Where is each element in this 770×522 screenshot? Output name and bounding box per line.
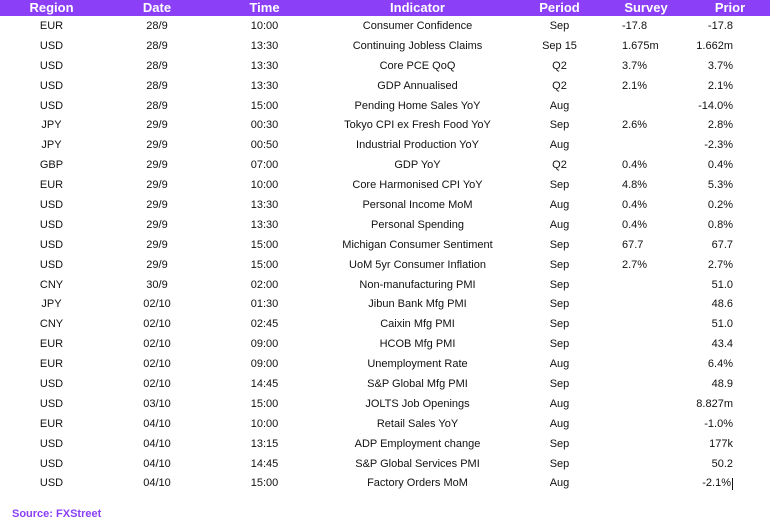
cell-time: 15:00: [250, 397, 279, 410]
cell-date: 02/10: [143, 318, 171, 331]
cell-region: USD: [39, 218, 64, 231]
cell-time: 00:50: [250, 139, 279, 152]
cell-date: 03/10: [143, 397, 171, 410]
cell-date: 29/9: [146, 139, 168, 152]
table-row: [0, 36, 770, 56]
cell-survey: [602, 314, 690, 334]
table-row: [0, 235, 770, 255]
cell-survey: 2.7%: [622, 258, 648, 271]
cell-indicator: GDP YoY: [394, 159, 441, 172]
cell-survey: [602, 374, 690, 394]
cell-period: Sep 15: [542, 39, 577, 52]
table-row: [0, 96, 770, 116]
cell-date: 04/10: [143, 477, 171, 490]
cell-survey: 2.6%: [622, 119, 648, 132]
cell-time: 07:00: [250, 159, 279, 172]
cell-survey: 2.1%: [622, 79, 648, 92]
cell-period: Sep: [549, 377, 570, 390]
cell-indicator: Unemployment Rate: [367, 358, 468, 371]
cell-period: Sep: [549, 119, 570, 132]
cell-survey: [602, 434, 690, 454]
header-row: [0, 0, 770, 16]
cell-survey: [602, 473, 690, 493]
cell-prior: -14.0%: [698, 99, 733, 112]
cell-indicator: Non-manufacturing PMI: [359, 278, 476, 291]
cell-region: EUR: [39, 179, 64, 192]
cell-region: USD: [39, 59, 64, 72]
cell-period: Sep: [549, 298, 570, 311]
cell-prior: 2.1%: [707, 79, 733, 92]
cell-survey: [602, 334, 690, 354]
cell-region: CNY: [39, 278, 64, 291]
cell-indicator: S&P Global Services PMI: [355, 457, 480, 470]
cell-region: EUR: [39, 338, 64, 351]
cell-period: Aug: [549, 397, 570, 410]
cell-time: 13:15: [250, 437, 279, 450]
cell-prior: 6.4%: [707, 358, 733, 371]
cell-region: JPY: [41, 298, 62, 311]
cell-time: 13:30: [250, 218, 279, 231]
cell-prior: 2.7%: [707, 258, 733, 271]
cell-survey: 3.7%: [622, 59, 648, 72]
cell-indicator: JOLTS Job Openings: [365, 397, 470, 410]
cell-period: Aug: [549, 358, 570, 371]
table-row: [0, 454, 770, 474]
cell-period: Aug: [549, 218, 570, 231]
cell-prior: -2.3%: [704, 139, 733, 152]
cell-indicator: Personal Spending: [371, 218, 464, 231]
cell-date: 30/9: [146, 278, 168, 291]
cell-region: USD: [39, 99, 64, 112]
cell-period: Aug: [549, 139, 570, 152]
cell-time: 10:00: [250, 179, 279, 192]
table-row: [0, 195, 770, 215]
cell-region: USD: [39, 477, 64, 490]
table-row: [0, 255, 770, 275]
cell-survey: 0.4%: [622, 218, 648, 231]
cell-survey: [602, 135, 690, 155]
cell-date: 29/9: [146, 179, 168, 192]
table-row: [0, 394, 770, 414]
cell-period: Sep: [549, 238, 570, 251]
cell-period: Sep: [549, 179, 570, 192]
cell-region: JPY: [41, 119, 62, 132]
cell-indicator: Jibun Bank Mfg PMI: [368, 298, 467, 311]
cell-prior: 48.9: [711, 377, 733, 390]
cell-date: 04/10: [143, 457, 171, 470]
cell-indicator: GDP Annualised: [377, 79, 458, 92]
cell-time: 13:30: [250, 59, 279, 72]
cell-time: 10:00: [250, 417, 279, 430]
cell-region: USD: [39, 457, 64, 470]
table-row: [0, 334, 770, 354]
cell-prior: 3.7%: [707, 59, 733, 72]
table-row: [0, 473, 770, 493]
cell-survey: 4.8%: [622, 179, 648, 192]
table-row: [0, 294, 770, 314]
cell-prior: 5.3%: [707, 179, 733, 192]
table-body: [0, 16, 770, 493]
table-row: [0, 275, 770, 295]
table-row: [0, 434, 770, 454]
cell-survey: [602, 354, 690, 374]
cell-period: Sep: [549, 457, 570, 470]
table-row: [0, 115, 770, 135]
table-row: [0, 76, 770, 96]
cell-date: 29/9: [146, 238, 168, 251]
cell-time: 09:00: [250, 358, 279, 371]
source-credit: Source: FXStreet: [12, 508, 102, 520]
cell-period: Q2: [552, 59, 567, 72]
cell-prior: 0.4%: [707, 159, 733, 172]
cell-prior: 2.8%: [707, 119, 733, 132]
table-row: [0, 354, 770, 374]
header-prior: Prior: [714, 0, 746, 15]
cell-prior: 1.662m: [696, 39, 733, 52]
cell-period: Sep: [549, 318, 570, 331]
header-date: Date: [142, 0, 172, 15]
cell-prior: 0.8%: [707, 218, 733, 231]
cell-indicator: Personal Income MoM: [362, 198, 473, 211]
cell-indicator: ADP Employment change: [354, 437, 481, 450]
header-time: Time: [249, 0, 280, 15]
cell-period: Sep: [549, 258, 570, 271]
cell-time: 00:30: [250, 119, 279, 132]
cell-period: Q2: [552, 79, 567, 92]
cell-period: Q2: [552, 159, 567, 172]
cell-prior: 8.827m: [696, 397, 733, 410]
table-header: [0, 0, 770, 16]
cell-period: Aug: [549, 477, 570, 490]
cell-date: 29/9: [146, 218, 168, 231]
cell-date: 28/9: [146, 59, 168, 72]
cell-survey: [602, 454, 690, 474]
cell-time: 14:45: [250, 377, 279, 390]
table-row: [0, 135, 770, 155]
header-indicator: Indicator: [390, 0, 445, 15]
cell-survey: -17.8: [622, 19, 648, 32]
text-cursor: [732, 478, 733, 490]
cell-region: USD: [39, 437, 64, 450]
cell-indicator: Core PCE QoQ: [379, 59, 456, 72]
cell-time: 13:30: [250, 198, 279, 211]
cell-survey: 0.4%: [622, 198, 648, 211]
cell-survey: [602, 394, 690, 414]
cell-survey: [602, 96, 690, 116]
table-row: [0, 374, 770, 394]
header-region: Region: [29, 0, 74, 15]
cell-prior: 43.4: [711, 338, 733, 351]
cell-indicator: HCOB Mfg PMI: [379, 338, 456, 351]
cell-indicator: UoM 5yr Consumer Inflation: [349, 258, 486, 271]
cell-time: 13:30: [250, 39, 279, 52]
cell-time: 15:00: [250, 238, 279, 251]
cell-prior: -17.8: [707, 19, 733, 32]
cell-prior: 51.0: [711, 278, 733, 291]
cell-date: 02/10: [143, 338, 171, 351]
header-period: Period: [539, 0, 580, 15]
cell-date: 28/9: [146, 99, 168, 112]
header-survey: Survey: [624, 0, 668, 15]
cell-indicator: Pending Home Sales YoY: [354, 99, 481, 112]
cell-region: JPY: [41, 139, 62, 152]
cell-indicator: Caixin Mfg PMI: [380, 318, 455, 331]
cell-indicator: Michigan Consumer Sentiment: [342, 238, 493, 251]
cell-prior: 51.0: [711, 318, 733, 331]
cell-date: 29/9: [146, 119, 168, 132]
cell-region: USD: [39, 79, 64, 92]
cell-region: USD: [39, 198, 64, 211]
cell-survey: [602, 294, 690, 314]
cell-region: USD: [39, 39, 64, 52]
cell-indicator: Factory Orders MoM: [367, 477, 468, 490]
table-row: [0, 314, 770, 334]
table-row: [0, 56, 770, 76]
cell-survey: [602, 275, 690, 295]
table-row: [0, 414, 770, 434]
cell-prior: 48.6: [711, 298, 733, 311]
cell-prior: 177k: [709, 437, 733, 450]
cell-region: USD: [39, 258, 64, 271]
table-row: [0, 175, 770, 195]
cell-period: Sep: [549, 19, 570, 32]
cell-date: 29/9: [146, 198, 168, 211]
cell-prior: 0.2%: [707, 198, 733, 211]
cell-survey: [602, 414, 690, 434]
cell-date: 04/10: [143, 437, 171, 450]
cell-period: Sep: [549, 338, 570, 351]
cell-period: Aug: [549, 417, 570, 430]
cell-indicator: Tokyo CPI ex Fresh Food YoY: [344, 119, 491, 132]
cell-survey: 67.7: [622, 238, 644, 251]
cell-region: EUR: [39, 417, 64, 430]
cell-date: 28/9: [146, 39, 168, 52]
cell-date: 02/10: [143, 377, 171, 390]
cell-time: 01:30: [250, 298, 279, 311]
cell-date: 28/9: [146, 79, 168, 92]
cell-time: 15:00: [250, 477, 279, 490]
cell-period: Sep: [549, 437, 570, 450]
cell-date: 29/9: [146, 258, 168, 271]
cell-period: Sep: [549, 278, 570, 291]
cell-time: 13:30: [250, 79, 279, 92]
cell-time: 02:45: [250, 318, 279, 331]
cell-time: 09:00: [250, 338, 279, 351]
table-row: [0, 16, 770, 36]
cell-indicator: Consumer Confidence: [362, 19, 473, 32]
cell-region: USD: [39, 377, 64, 390]
cell-prior: -1.0%: [704, 417, 733, 430]
cell-region: GBP: [39, 159, 64, 172]
cell-date: 04/10: [143, 417, 171, 430]
table-row: [0, 215, 770, 235]
cell-region: EUR: [39, 19, 64, 32]
cell-prior: -2.1%: [702, 477, 731, 490]
cell-date: 28/9: [146, 19, 168, 32]
cell-indicator: Core Harmonised CPI YoY: [352, 179, 483, 192]
cell-region: CNY: [39, 318, 64, 331]
cell-time: 15:00: [250, 99, 279, 112]
table-row: [0, 155, 770, 175]
cell-date: 02/10: [143, 358, 171, 371]
cell-survey: 0.4%: [622, 159, 648, 172]
cell-period: Aug: [549, 198, 570, 211]
cell-region: USD: [39, 397, 64, 410]
cell-region: EUR: [39, 358, 64, 371]
cell-date: 02/10: [143, 298, 171, 311]
cell-indicator: Continuing Jobless Claims: [352, 39, 483, 52]
cell-prior: 67.7: [711, 238, 733, 251]
cell-time: 14:45: [250, 457, 279, 470]
cell-survey: 1.675m: [622, 39, 659, 52]
cell-time: 10:00: [250, 19, 279, 32]
cell-indicator: Retail Sales YoY: [376, 417, 459, 430]
cell-time: 02:00: [250, 278, 279, 291]
cell-time: 15:00: [250, 258, 279, 271]
cell-indicator: S&P Global Mfg PMI: [367, 377, 468, 390]
cell-indicator: Industrial Production YoY: [356, 139, 479, 152]
cell-date: 29/9: [146, 159, 168, 172]
cell-period: Aug: [549, 99, 570, 112]
cell-region: USD: [39, 238, 64, 251]
cell-prior: 50.2: [711, 457, 733, 470]
